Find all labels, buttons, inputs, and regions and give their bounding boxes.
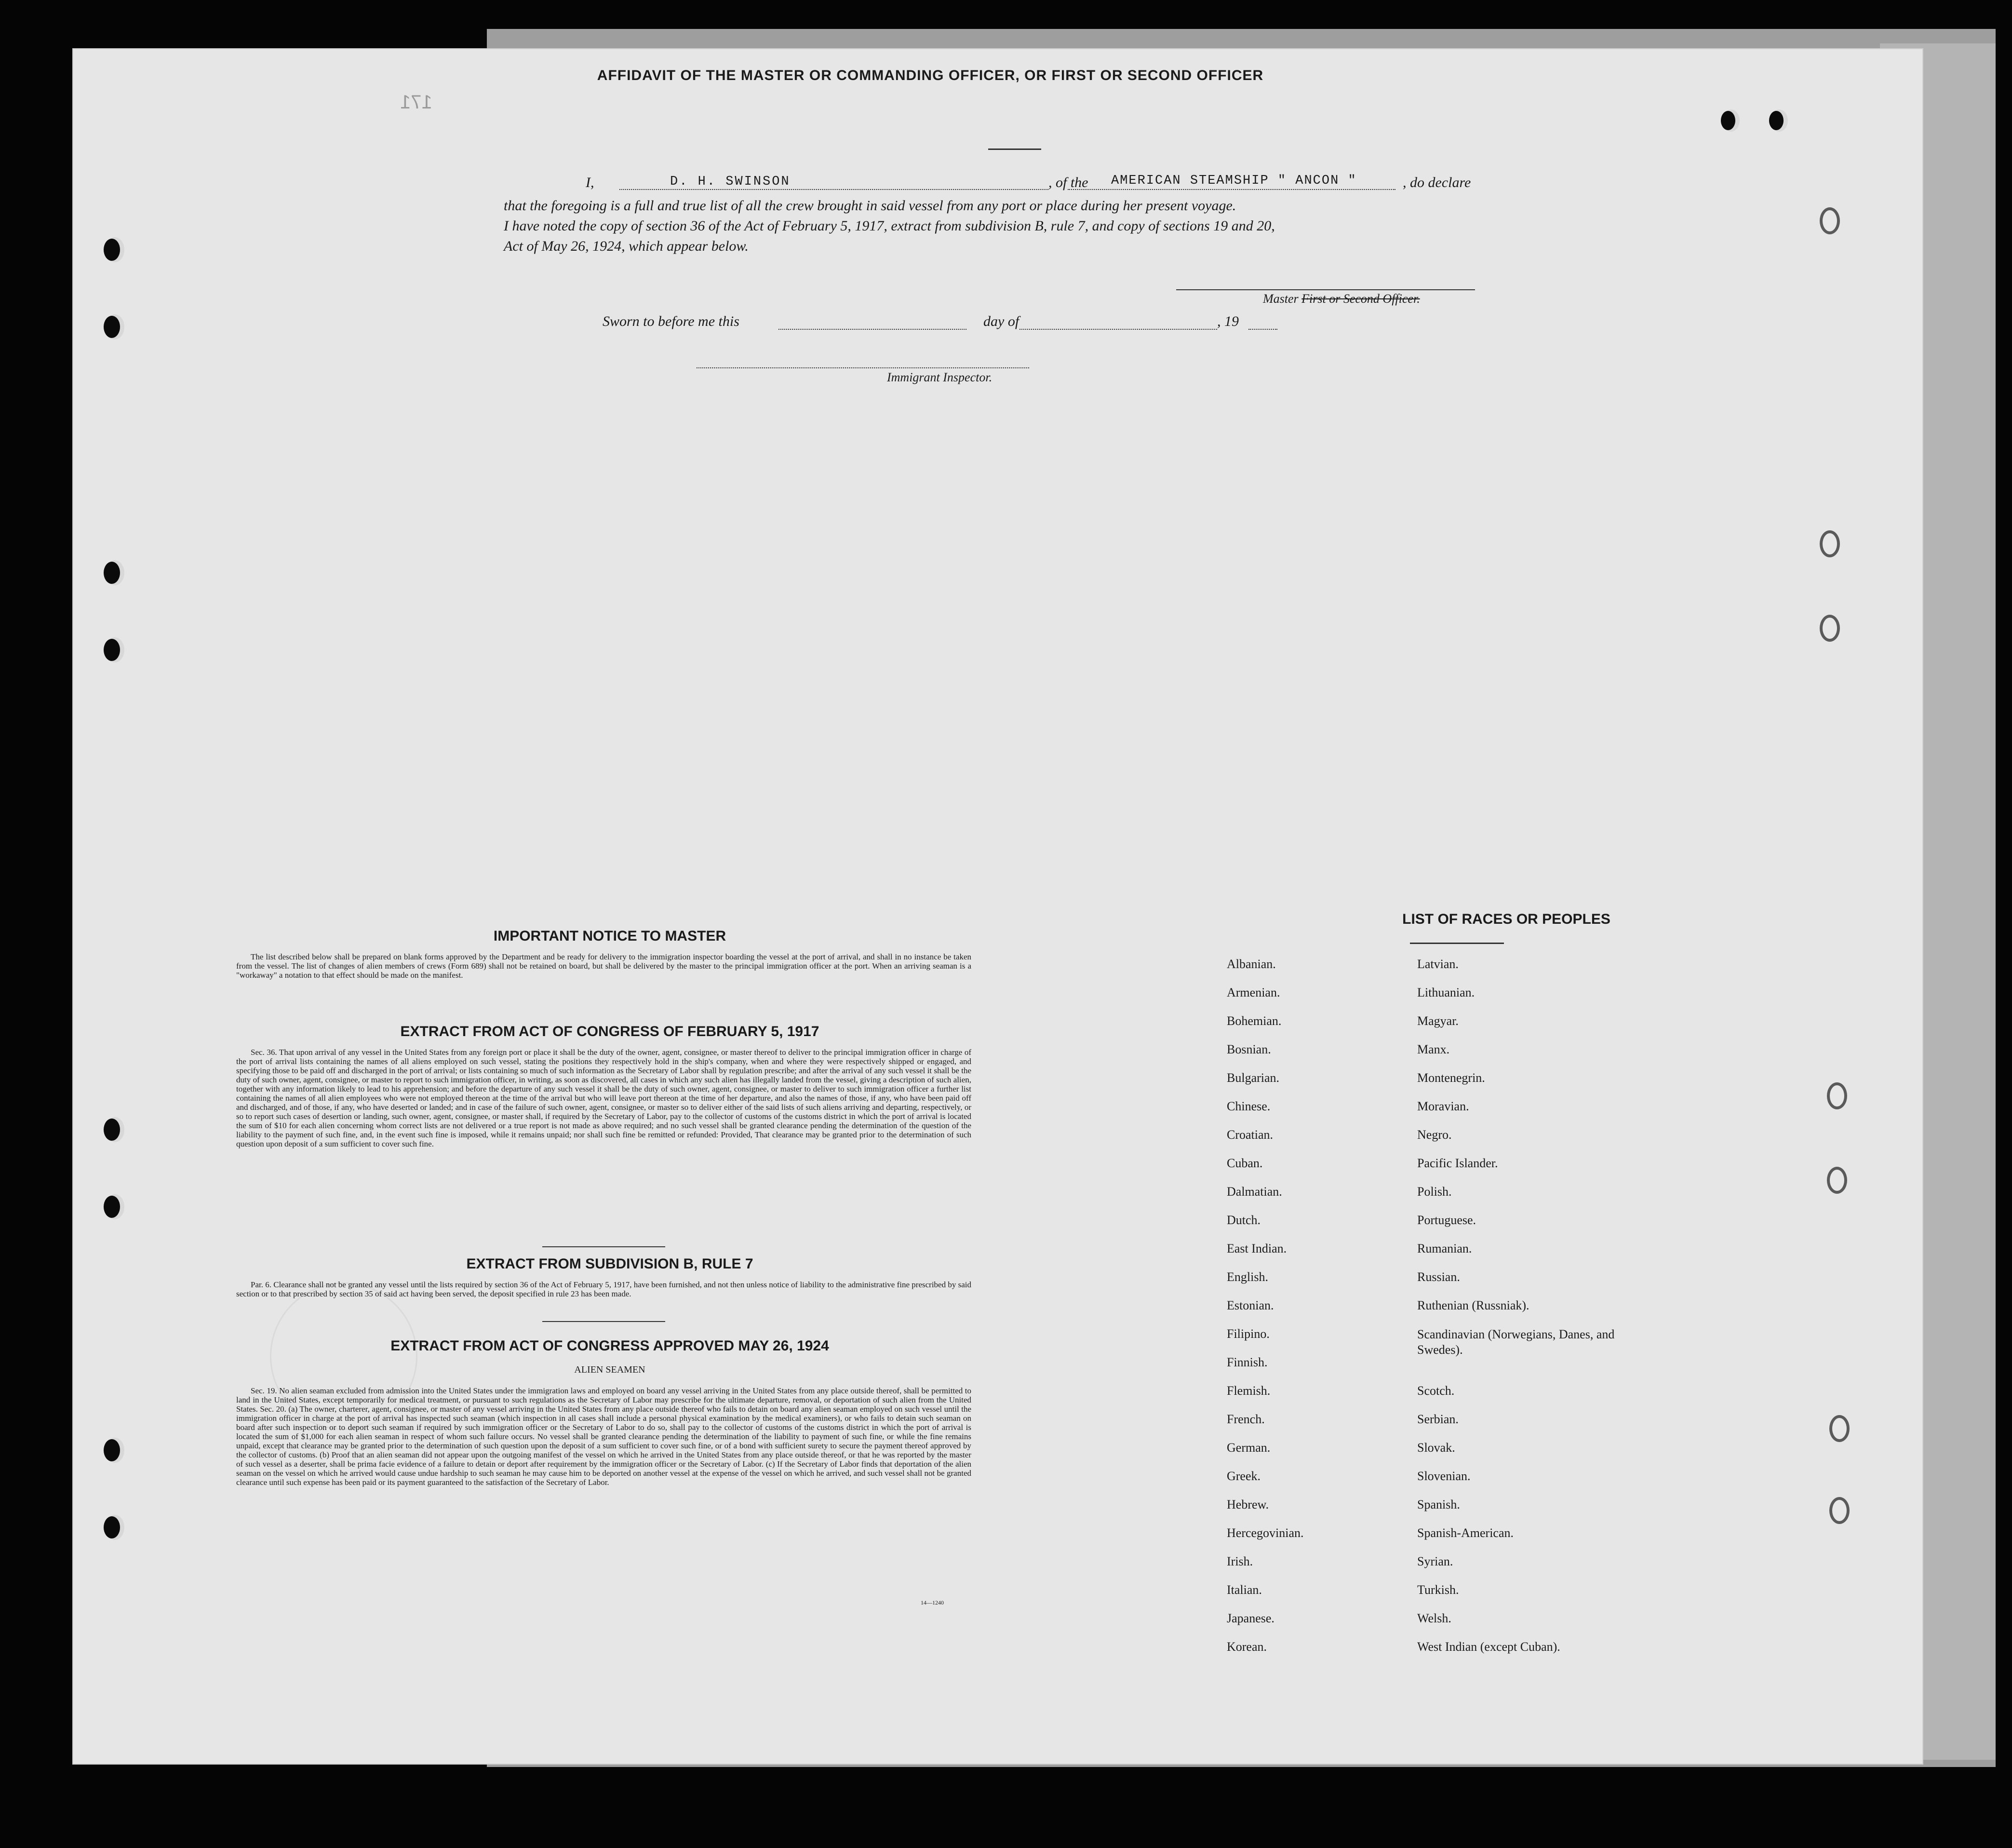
extract2-text: Par. 6. Clearance shall not be granted any vessel until the lists required by section 36 of the Act of February 5, 1917, have been furnished, and not then unless notice of liability to the administrative fine prescribed by said section or to that prescribed by section 35 of said act having been served, the deposit specified in rule 23 has been made. — [236, 1280, 971, 1298]
race-item: Dalmatian. — [1227, 1185, 1282, 1199]
declaration-line-4: Act of May 26, 1924, which appear below. — [504, 238, 749, 254]
binder-hole — [104, 316, 120, 338]
binder-ring — [1820, 207, 1840, 234]
races-title: LIST OF RACES OR PEOPLES — [1402, 911, 1610, 927]
signature-struck-title: First or Second Officer. — [1301, 292, 1420, 306]
inspector-label: Immigrant Inspector. — [887, 370, 993, 384]
race-item: Portuguese. — [1417, 1213, 1476, 1227]
race-item: Scandinavian (Norwegians, Danes, and Swedes). — [1417, 1327, 1615, 1357]
binder-hole — [1721, 111, 1735, 130]
declaration-line-3: I have noted the copy of section 36 of the Act of February 5, 1917, extract from subdivision B, rule 7, and copy of sections 19 and 20, — [504, 218, 1275, 234]
vessel-name: AMERICAN STEAMSHIP " ANCON " — [1111, 174, 1357, 188]
binder-hole — [104, 1516, 120, 1538]
declaration-line-2: that the foregoing is a full and true list of all the crew brought in said vessel from any port or place during her present voyage. — [504, 198, 1236, 214]
vessel-line — [1068, 189, 1395, 190]
binder-ring — [1827, 1167, 1847, 1194]
race-item: Spanish-American. — [1417, 1526, 1514, 1540]
binder-hole — [104, 1439, 120, 1461]
race-item: Hebrew. — [1227, 1497, 1269, 1511]
race-item: Scotch. — [1417, 1384, 1455, 1398]
race-item: Lithuanian. — [1417, 985, 1475, 999]
race-item: Hercegovinian. — [1227, 1526, 1304, 1540]
race-item: Ruthenian (Russniak). — [1417, 1298, 1529, 1312]
declaration-middle: , of the — [1048, 175, 1088, 190]
race-item: Slovak. — [1417, 1441, 1455, 1455]
race-item: Negro. — [1417, 1128, 1452, 1142]
sworn-year-line — [1248, 329, 1277, 330]
race-item: Montenegrin. — [1417, 1071, 1485, 1085]
race-item: Moravian. — [1417, 1099, 1469, 1113]
race-item: Filipino. — [1227, 1327, 1270, 1341]
divider — [988, 148, 1041, 150]
binder-hole — [104, 1119, 120, 1141]
sworn-year: , 19 — [1217, 313, 1239, 329]
binder-hole — [104, 239, 120, 261]
race-item: Turkish. — [1417, 1583, 1459, 1597]
page-number: 171 — [400, 92, 432, 113]
race-item: West Indian (except Cuban). — [1417, 1640, 1560, 1654]
sworn-day-label: day of — [983, 313, 1019, 329]
signature-line — [1176, 289, 1475, 290]
race-item: Welsh. — [1417, 1611, 1451, 1625]
race-item: Serbian. — [1417, 1412, 1459, 1426]
form-sheet — [72, 48, 1923, 1765]
affidavit-title: AFFIDAVIT OF THE MASTER OR COMMANDING OFFICER, OR FIRST OR SECOND OFFICER — [597, 67, 1264, 83]
race-item: Pacific Islander. — [1417, 1156, 1498, 1170]
race-item: Irish. — [1227, 1554, 1253, 1568]
binder-ring — [1820, 615, 1840, 642]
races-left-column — [1227, 957, 1371, 1668]
declaration-prefix: I, — [586, 175, 594, 190]
binder-hole — [104, 639, 120, 661]
race-item: Armenian. — [1227, 985, 1280, 999]
inspector-line — [697, 367, 1029, 368]
race-item: Chinese. — [1227, 1099, 1271, 1113]
binder-hole — [104, 562, 120, 584]
race-item: Cuban. — [1227, 1156, 1263, 1170]
race-item: Russian. — [1417, 1270, 1460, 1284]
race-item: Bosnian. — [1227, 1042, 1271, 1056]
divider — [542, 1246, 665, 1247]
race-item: French. — [1227, 1412, 1265, 1426]
race-item: Syrian. — [1417, 1554, 1453, 1568]
extract1-title: EXTRACT FROM ACT OF CONGRESS OF FEBRUARY 5, 1917 — [400, 1024, 819, 1039]
race-item: Japanese. — [1227, 1611, 1274, 1625]
sworn-month-line — [1019, 329, 1217, 330]
race-item: Italian. — [1227, 1583, 1262, 1597]
race-item: Latvian. — [1417, 957, 1459, 971]
signature-master: Master — [1263, 292, 1299, 306]
race-item: Flemish. — [1227, 1384, 1271, 1398]
race-item: Manx. — [1417, 1042, 1450, 1056]
race-item: East Indian. — [1227, 1241, 1287, 1255]
race-item: Spanish. — [1417, 1497, 1460, 1511]
race-item: Bohemian. — [1227, 1014, 1282, 1028]
extract2-title: EXTRACT FROM SUBDIVISION B, RULE 7 — [466, 1256, 753, 1272]
extract3-title: EXTRACT FROM ACT OF CONGRESS APPROVED MAY 26, 1924 — [390, 1338, 829, 1354]
form-code: 14—1240 — [921, 1599, 944, 1606]
declaration-suffix: , do declare — [1403, 175, 1471, 190]
extract3-subtitle: ALIEN SEAMEN — [574, 1364, 645, 1375]
race-item: Rumanian. — [1417, 1241, 1472, 1255]
race-item: Polish. — [1417, 1185, 1452, 1199]
race-item: Korean. — [1227, 1640, 1267, 1654]
races-right-column — [1417, 957, 1620, 1668]
race-item: Croatian. — [1227, 1128, 1274, 1142]
notice-text: The list described below shall be prepared on blank forms approved by the Department and be ready for delivery to the immigration inspector boarding the vessel at the port of arrival, and shall in no instance be taken from the vessel. The list of changes of alien members of crews (Form 689) shall not be retained on board, but shall be delivered by the master to the principal immigration officer at the port. When an arriving seaman is a "workaway" a notation to that effect should be made on the manifest. — [236, 952, 971, 980]
race-item: Bulgarian. — [1227, 1071, 1280, 1085]
name-line — [619, 189, 1048, 190]
race-item: Greek. — [1227, 1469, 1261, 1483]
extract3-text: Sec. 19. No alien seaman excluded from admission into the United States under the immigration laws and employed on board any vessel arriving in the United States from any place outside thereof, shall be permitted to land in the United States, except temporarily for medical treatment, or pursuant to such regulations as the Secretary of Labor may prescribe for the ultimate departure, removal, or deportation of such alien from the United States. Sec. 20. (a) The owner, charterer, agent, consignee, or master of any vessel arriving in the United States from any place outside thereof who fails to detain on board any alien seaman employed on such vessel until the immigration officer in charge at the port of arrival has inspected such seaman (which inspection in all cases shall include a personal physical examination by the medical examiners), or who fails to detain such seaman on board after such inspection or to deport such seaman if required by such immigration officer or the Secretary of Labor to do so, shall pay to the collector of customs of the customs district in which the port of arrival is located the sum of $1,000 for each alien seaman in respect of whom such failure occurs. No vessel shall be granted clearance pending the determination of the liability to payment of such fine, or while the fine remains unpaid, except that clearance may be granted prior to the determination of such question upon the deposit of a sum sufficient to cover such fine, or of a bond with sufficient surety to secure the payment thereof approved by the collector of customs. (b) Proof that an alien seaman did not appear upon the outgoing manifest of the vessel on which he arrived in the United States from any place outside thereof, or that he was reported by the master of such vessel as a deserter, shall be prima facie evidence of a failure to detain or deport after requirement by the immigration officer or the Secretary of Labor. (c) If the Secretary of Labor finds that deportation of the alien seaman on the vessel on which he arrived would cause undue hardship to such seaman he may cause him to be deported on another vessel at the expense of the vessel on which he arrived, and such vessel shall not be granted clearance until such expense has been paid or its payment guaranteed to the satisfaction of the Secretary of Labor. — [236, 1386, 971, 1487]
binder-hole — [104, 1196, 120, 1218]
race-item: English. — [1227, 1270, 1268, 1284]
sworn-prefix: Sworn to before me this — [603, 313, 739, 329]
race-item: Estonian. — [1227, 1298, 1274, 1312]
sworn-day-line — [778, 329, 966, 330]
notice-title: IMPORTANT NOTICE TO MASTER — [493, 928, 726, 944]
race-item: German. — [1227, 1441, 1271, 1455]
race-item: Dutch. — [1227, 1213, 1261, 1227]
race-item: Albanian. — [1227, 957, 1276, 971]
binder-hole — [1769, 111, 1784, 130]
race-item: Magyar. — [1417, 1014, 1459, 1028]
binder-ring — [1829, 1415, 1850, 1442]
divider — [542, 1321, 665, 1322]
extract1-text: Sec. 36. That upon arrival of any vessel in the United States from any foreign port or place it shall be the duty of the owner, agent, consignee, or master thereof to deliver to the principal immigration officer in charge of the port of arrival lists containing the names of all aliens employed on such vessel, stating the positions they respectively hold in the ship's company, when and where they were respectively shipped or engaged, and specifying those to be paid off and discharged in the port of arrival; or lists containing so much of such information as the Secretary of Labor shall by regulation prescribe; and after the arrival of any such vessel it shall be the duty of such owner, agent, consignee, or master to report to such immigration officer, in writing, as soon as discovered, all cases in which any such alien has illegally landed from the vessel, giving a description of such alien, together with any information likely to lead to his apprehension; and before the departure of any such vessel it shall be the duty of such owner, agent, consignee, or master to deliver to such immigration officer a further list containing the names of all alien employees who were not employed thereon at the time of the arrival but who will leave port thereon at the time of her departure, and also the names of those, if any, who have been paid off and discharged, and of those, if any, who have deserted or landed; and in case of the failure of such owner, agent, consignee, or master so to deliver either of the said lists of such aliens arriving and departing, respectively, or so to report such cases of desertion or landing, such owner, agent, consignee, or master shall, if required by the Secretary of Labor, pay to the collector of customs of the customs district in which the port of arrival is located the sum of $10 for each alien concerning whom correct lists are not delivered or a true report is not made as above required; and no such vessel shall be granted clearance pending the determination of the question of the liability to the payment of such fine, and, in the event such fine is imposed, while it remains unpaid; nor shall such fine be remitted or refunded: Provided, That clearance may be granted prior to the determination of such question upon deposit of a sum sufficient to cover such fine. — [236, 1048, 971, 1148]
binder-ring — [1829, 1497, 1850, 1524]
binder-ring — [1820, 530, 1840, 557]
race-item: Finnish. — [1227, 1355, 1268, 1369]
binder-ring — [1827, 1082, 1847, 1109]
divider — [1410, 943, 1504, 944]
race-item: Slovenian. — [1417, 1469, 1471, 1483]
signature-label — [1263, 292, 1420, 306]
master-name: D. H. SWINSON — [670, 175, 791, 189]
